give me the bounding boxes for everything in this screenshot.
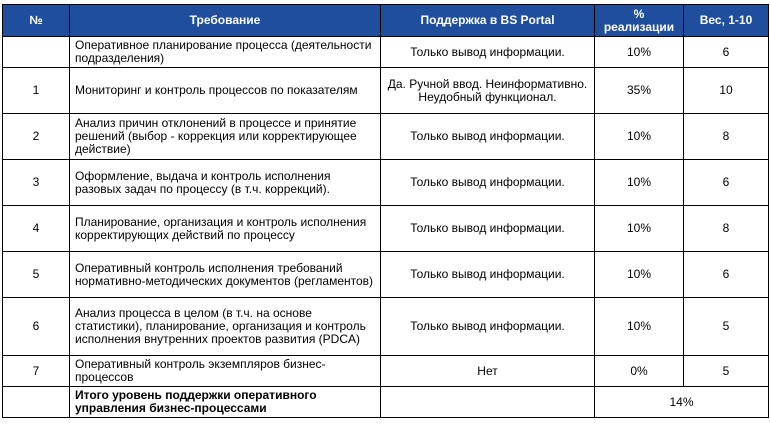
support-cell: Только вывод информации. <box>381 206 595 252</box>
table-row <box>3 37 769 68</box>
percent-cell: 35% <box>595 68 684 114</box>
support-cell: Да. Ручной ввод. Неинформативно. Неудобный функционал. <box>381 68 595 114</box>
header-percent: % реализации <box>595 5 684 37</box>
row-number: 4 <box>3 206 70 252</box>
row-number: 5 <box>3 252 70 298</box>
weight-cell: 6 <box>684 37 769 68</box>
support-cell: Только вывод информации. <box>381 37 595 68</box>
header-weight: Вес, 1-10 <box>684 5 769 37</box>
table-row <box>3 252 769 298</box>
support-cell: Только вывод информации. <box>381 252 595 298</box>
weight-cell: 6 <box>684 252 769 298</box>
requirement-cell: Планирование, организация и контроль исполнения корректирующих действий по процессу <box>70 206 381 252</box>
percent-cell: 10% <box>595 252 684 298</box>
support-cell: Только вывод информации. <box>381 298 595 356</box>
header-requirement: Требование <box>70 5 381 37</box>
total-percent: 14% <box>595 387 769 418</box>
row-number: 1 <box>3 68 70 114</box>
support-cell: Только вывод информации. <box>381 114 595 160</box>
table-row <box>3 206 769 252</box>
weight-cell: 5 <box>684 298 769 356</box>
weight-cell: 10 <box>684 68 769 114</box>
requirement-cell: Оформление, выдача и контроль исполнения разовых задач по процессу (в т.ч. коррекций). <box>70 160 381 206</box>
requirement-cell: Оперативный контроль исполнения требований нормативно-методических документов (регламентов) <box>70 252 381 298</box>
percent-cell: 10% <box>595 298 684 356</box>
total-empty-cell <box>3 387 70 418</box>
weight-cell: 6 <box>684 160 769 206</box>
total-spacer-cell <box>381 387 595 418</box>
percent-cell: 10% <box>595 37 684 68</box>
requirement-cell: Оперативное планирование процесса (деятельности подразделения) <box>70 37 381 68</box>
percent-cell: 10% <box>595 160 684 206</box>
weight-cell: 5 <box>684 356 769 387</box>
table-row <box>3 68 769 114</box>
requirement-cell: Оперативный контроль экземпляров бизнес-процессов <box>70 356 381 387</box>
table-row <box>3 114 769 160</box>
support-cell: Только вывод информации. <box>381 160 595 206</box>
percent-cell: 10% <box>595 206 684 252</box>
table-row <box>3 298 769 356</box>
weight-cell: 8 <box>684 206 769 252</box>
table-row <box>3 160 769 206</box>
header-support: Поддержка в BS Portal <box>381 5 595 37</box>
header-row <box>3 5 769 37</box>
row-number <box>3 37 70 68</box>
requirement-cell: Анализ процесса в целом (в т.ч. на основе статистики), планирование, организация и контроль исполнения внутренних проектов развития (PDCA) <box>70 298 381 356</box>
percent-cell: 10% <box>595 114 684 160</box>
header-num: № <box>3 5 70 37</box>
row-number: 6 <box>3 298 70 356</box>
support-cell: Нет <box>381 356 595 387</box>
requirement-cell: Анализ причин отклонений в процессе и принятие решений (выбор - коррекция или корректирующее действие) <box>70 114 381 160</box>
percent-cell: 0% <box>595 356 684 387</box>
table-row <box>3 356 769 387</box>
row-number: 2 <box>3 114 70 160</box>
requirement-cell: Мониторинг и контроль процессов по показателям <box>70 68 381 114</box>
total-row <box>3 387 769 418</box>
row-number: 7 <box>3 356 70 387</box>
row-number: 3 <box>3 160 70 206</box>
weight-cell: 8 <box>684 114 769 160</box>
requirements-table <box>2 4 769 418</box>
total-label: Итого уровень поддержки оперативного управления бизнес-процессами <box>70 387 381 418</box>
